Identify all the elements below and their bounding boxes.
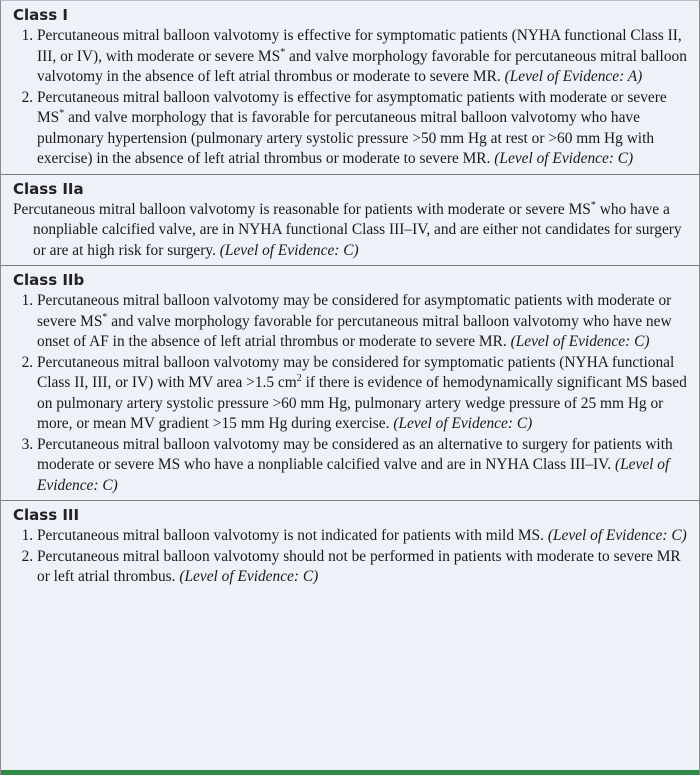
superscript: 2 (296, 372, 302, 384)
item-text-cont: if there is evidence of hemodynamically significant MS based on pulmonary artery systolic pressure >60 mm Hg, pulmonary artery wedge pressure of 25 mm Hg or more, or mean MV gradient >15 mm Hg during exercise. (37, 374, 687, 432)
class-iib-item-2 (37, 353, 689, 435)
item-text: Percutaneous mitral balloon valvotomy is effective for asymptomatic patients with moderate or severe MS (37, 88, 667, 126)
evidence-level: (Level of Evidence: C) (494, 150, 634, 167)
item-text-cont: and valve morphology favorable for percutaneous mitral balloon valvotomy who have new onset of AF in the absence of left atrial thrombus or moderate to severe MR. (37, 312, 672, 350)
class-iii-heading: Class III (13, 506, 80, 524)
item-text-cont: and valve morphology favorable for percutaneous mitral balloon valvotomy in the absence of left atrial thrombus or moderate to severe MR. (37, 47, 687, 85)
footnote-marker: * (59, 107, 65, 119)
class-i-item-2 (37, 88, 689, 170)
class-iia-section (1, 175, 699, 267)
class-iib-section (1, 266, 699, 501)
class-iii-item-2 (37, 547, 689, 588)
item-text: Percutaneous mitral balloon valvotomy is effective for symptomatic patients (NYHA functional Class II, III, or IV), with moderate or severe MS (37, 27, 682, 65)
class-i-section (1, 1, 699, 175)
item-text: Percutaneous mitral balloon valvotomy may be considered for symptomatic patients (NYHA functional Class II, III, or IV) with MV area >1.5 cm (37, 353, 675, 391)
item-text-cont: who have a nonpliable calcified valve, are in NYHA functional Class III–IV, and are either not candidates for surgery or are at high risk for surgery. (33, 200, 682, 259)
class-iii-section (1, 501, 699, 592)
evidence-level: (Level of Evidence: A) (504, 68, 643, 85)
class-iib-list (13, 291, 689, 496)
class-iib-heading: Class IIb (13, 271, 85, 289)
class-i-list (13, 26, 689, 170)
evidence-level: (Level of Evidence: C) (219, 241, 359, 259)
item-text: Percutaneous mitral balloon valvotomy is reasonable for patients with moderate or severe MS (13, 200, 591, 218)
item-text: Percutaneous mitral balloon valvotomy is not indicated for patients with mild MS. (37, 527, 544, 544)
evidence-level: (Level of Evidence: C) (37, 456, 670, 494)
class-iii-list (13, 526, 689, 588)
footnote-marker: * (280, 46, 286, 58)
class-iib-item-1 (37, 291, 689, 353)
class-i-item-1 (37, 26, 689, 88)
class-iib-item-3 (37, 435, 689, 497)
class-iia-text (13, 200, 689, 262)
item-text-cont: and valve morphology that is favorable for percutaneous mitral balloon valvotomy who have pulmonary hypertension (pulmonary artery systolic pressure >50 mm Hg at rest or >60 mm Hg with exercise) in the absence of left atrial thrombus or moderate to severe MR. (37, 109, 655, 167)
class-i-heading: Class I (13, 6, 68, 24)
item-text: Percutaneous mitral balloon valvotomy should not be performed in patients with moderate to severe MR or left atrial thrombus. (37, 547, 681, 585)
class-iia-heading: Class IIa (13, 179, 84, 198)
evidence-level: (Level of Evidence: C) (510, 333, 650, 350)
evidence-level: (Level of Evidence: C) (547, 527, 687, 544)
footnote-marker: * (102, 311, 108, 323)
item-text: Percutaneous mitral balloon valvotomy may be considered for asymptomatic patients with moderate or severe MS (37, 292, 672, 330)
item-text: Percutaneous mitral balloon valvotomy may be considered as an alternative to surgery for patients with moderate or severe MS who have a nonpliable calcified valve and are in NYHA Class III–IV. (37, 435, 673, 473)
evidence-level: (Level of Evidence: C) (179, 568, 319, 585)
footnote-marker: * (590, 199, 596, 211)
evidence-level: (Level of Evidence: C) (393, 415, 533, 432)
class-iii-item-1 (37, 526, 689, 547)
